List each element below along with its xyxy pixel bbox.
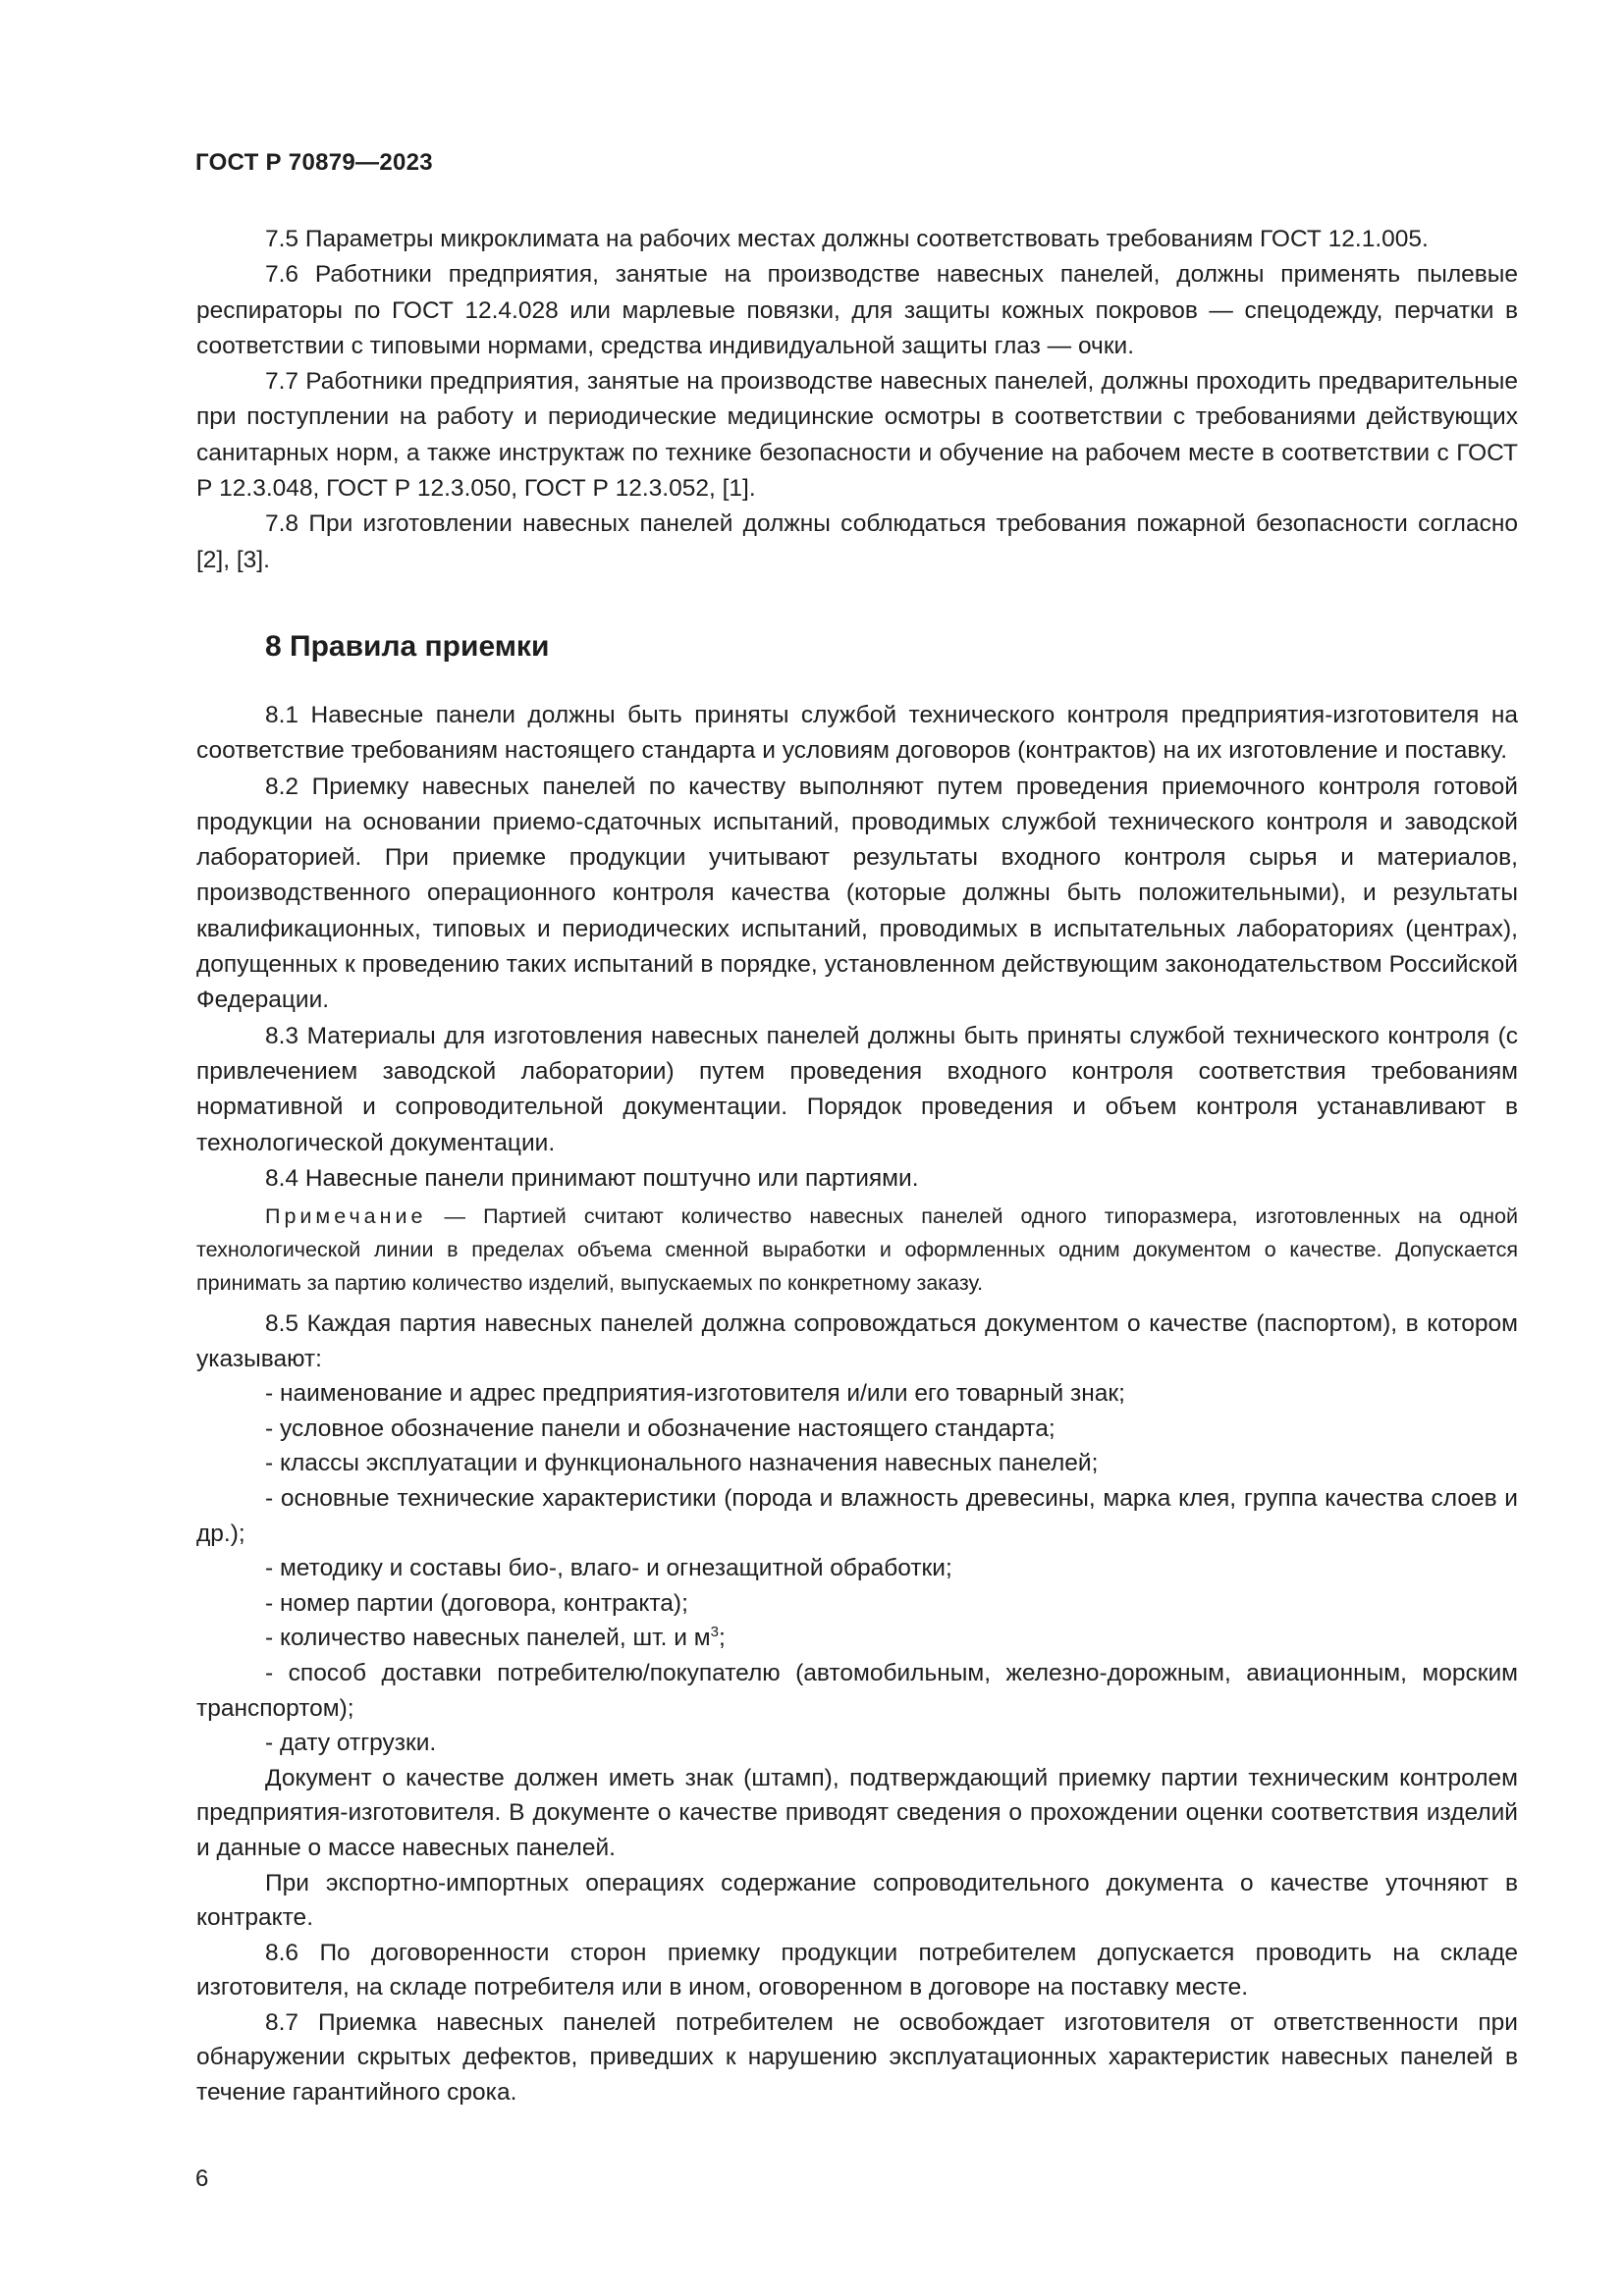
paragraph-8-6: 8.6 По договоренности сторон приемку продукции потребителем допускается проводить на складе изготовителя, на складе потребителя или в ином, оговоренном в договоре на поставку месте. (196, 1939, 1518, 2002)
paragraph-7-6: 7.6 Работники предприятия, занятые на производстве навесных панелей, должны применять пылевые респираторы по ГОСТ 12.4.028 или марлевые повязки, для защиты кожных покровов — спецодежду, перчатки в соответствии с типовыми нормами, средства индивидуальной защиты глаз — очки. (196, 261, 1518, 359)
page-number: 6 (195, 2165, 209, 2192)
list-item: - дату отгрузки. (265, 1730, 437, 1757)
list-item: - способ доставки потребителю/покупателю (автомобильным, железно-дорожным, авиационным, морским транспортом); (196, 1659, 1518, 1722)
section-8-body (196, 698, 1518, 1197)
superscript: 3 (710, 1624, 719, 1641)
paragraph-8-1: 8.1 Навесные панели должны быть приняты службой технического контроля предприятия-изготовителя на соответствие требованиям настоящего стандарта и условиям договоров (контрактов) на их изготовление и поставку. (196, 702, 1518, 765)
paragraph-export: При экспортно-импортных операциях содержание сопроводительного документа о качестве уточняют в контракте. (196, 1869, 1518, 1932)
paragraph-8-2: 8.2 Приемку навесных панелей по качеству выполняют путем проведения приемочного контроля готовой продукции на основании приемо-сдаточных испытаний, проводимых службой технического контроля и заводской лабораторией. При приемке продукции учитывают результаты входного контроля сырья и материалов, производственного операционного контроля качества (которые должны быть положительными), и результаты квалификационных, типовых и периодических испытаний, проводимых в испытательных лабораториях (центрах), допущенных к проведению таких испытаний в порядке, установленном действующим законодательством Российской Федерации. (196, 773, 1518, 1014)
list-item (196, 1621, 1518, 1656)
section-7-body (196, 222, 1518, 578)
note-label: Примечание (265, 1204, 427, 1228)
list-item: - классы эксплуатации и функционального назначения навесных панелей; (265, 1450, 1099, 1477)
paragraph-8-3: 8.3 Материалы для изготовления навесных панелей должны быть приняты службой технического контроля (с привлечением заводской лаборатории) путем проведения входного контроля соответствия требованиям нормативной и сопроводительной документации. Порядок проведения и объем контроля устанавливают в технологической документации. (196, 1022, 1518, 1156)
paragraph-8-5: 8.5 Каждая партия навесных панелей должна сопровождаться документом о качестве (паспортом), в котором указывают: (196, 1310, 1518, 1372)
paragraph-8-7: 8.7 Приемка навесных панелей потребителем не освобождает изготовителя от ответственности при обнаружении скрытых дефектов, приведших к нарушению эксплуатационных характеристик навесных панелей в течение гарантийного срока. (196, 2008, 1518, 2107)
paragraph-quality-document: Документ о качестве должен иметь знак (штамп), подтверждающий приемку партии техническим контролем предприятия-изготовителя. В документе о качестве приводят сведения о прохождении оценки соответствия изделий и данные о массе навесных панелей. (196, 1764, 1518, 1861)
note (196, 1200, 1518, 1300)
list-item: - условное обозначение панели и обозначение настоящего стандарта; (265, 1415, 1056, 1442)
section-8-heading: 8 Правила приемки (265, 630, 550, 663)
list-item: - номер партии (договора, контракта); (265, 1589, 688, 1617)
paragraph-7-5: 7.5 Параметры микроклимата на рабочих местах должны соответствовать требованиям ГОСТ 12.1.005. (265, 226, 1429, 252)
list-item: - методику и составы био-, влаго- и огнезащитной обработки; (265, 1555, 952, 1582)
note-text: — Партией считают количество навесных панелей одного типоразмера, изготовленных на одной технологической линии в пределах объема сменной выработки и оформленных одним документом о качестве. Допускается принимать за партию количество изделий, выпускаемых по конкретному заказу. (196, 1204, 1518, 1295)
document-header: ГОСТ Р 70879—2023 (195, 149, 433, 176)
list-item: - основные технические характеристики (порода и влажность древесины, марка клея, группа качества слоев и др.); (196, 1484, 1518, 1547)
list-item-end: ; (718, 1625, 726, 1652)
list-item-text: - количество навесных панелей, шт. и м (265, 1625, 711, 1652)
section-8-5-body (196, 1307, 1518, 2110)
paragraph-8-4: 8.4 Навесные панели принимают поштучно или партиями. (265, 1164, 919, 1192)
paragraph-7-7: 7.7 Работники предприятия, занятые на производстве навесных панелей, должны проходить предварительные при поступлении на работу и периодические медицинские осмотры в соответствии с требованиями действующих санитарных норм, а также инструктаж по технике безопасности и обучение на рабочем месте в соответствии с ГОСТ Р 12.3.048, ГОСТ Р 12.3.050, ГОСТ Р 12.3.052, [1]. (196, 368, 1518, 503)
list-item: - наименование и адрес предприятия-изготовителя и/или его товарный знак; (265, 1380, 1125, 1408)
paragraph-7-8: 7.8 При изготовлении навесных панелей должны соблюдаться требования пожарной безопасности согласно [2], [3]. (196, 510, 1518, 573)
